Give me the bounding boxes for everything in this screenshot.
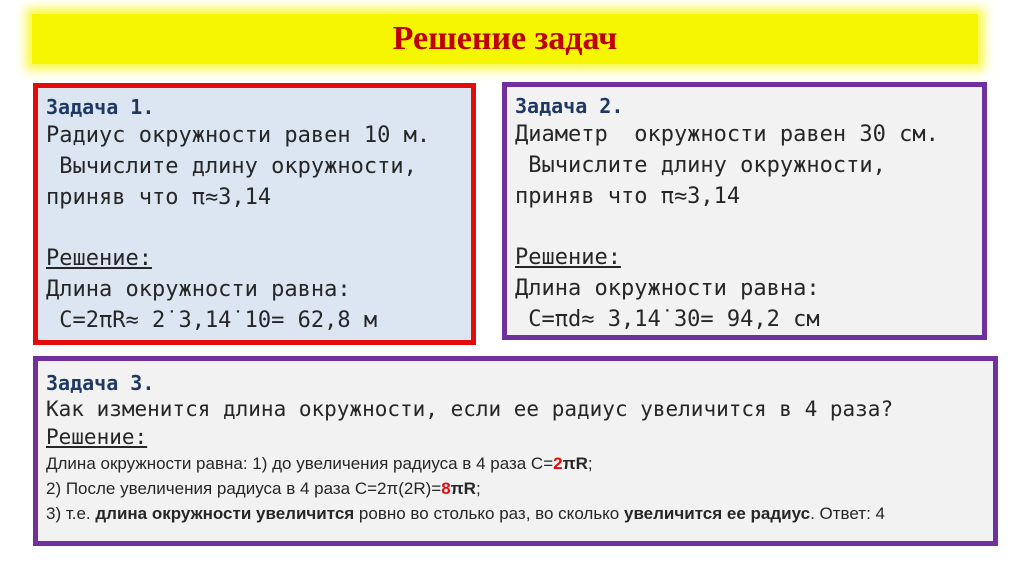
task3-card	[33, 356, 998, 546]
task3-step3-b: длина окружности увеличится	[95, 504, 355, 523]
task3-step3-e: . Ответ: 4	[810, 504, 885, 523]
task2-heading: Задача 2.	[515, 94, 624, 118]
title-banner	[32, 14, 978, 64]
task2-solution-line-1: Длина окружности равна:	[515, 276, 820, 301]
task3-step2-text: 2) После увеличения радиуса в 4 раза С=2π(2R)=	[46, 479, 442, 498]
task2-card	[502, 82, 987, 340]
task2-line-1: Диаметр окружности равен 30 см.	[515, 122, 939, 147]
page-title: Решение задач	[392, 20, 618, 57]
task1-line-1: Радиус окружности равен 10 м.	[46, 123, 431, 148]
task3-heading: Задача 3.	[46, 371, 155, 395]
task1-solution-line-1: Длина окружности равна:	[46, 277, 351, 302]
task3-step1-highlight-rest: πR	[562, 454, 588, 473]
task2-line-3: приняв что π≈3,14	[515, 184, 741, 209]
task1-card	[33, 83, 476, 345]
task1-line-3: приняв что π≈3,14	[46, 185, 272, 210]
task1-solution-label: Решение:	[46, 246, 152, 271]
task3-step2-highlight-num: 8	[441, 479, 451, 498]
task3-step-1	[46, 451, 993, 476]
task1-line-2: Вычислите длину окружности,	[46, 154, 417, 179]
task2-solution-line-2: С=πd≈ 3,14˙30= 94,2 см	[515, 307, 820, 332]
task2-line-2: Вычислите длину окружности,	[515, 153, 886, 178]
task3-step2-end: ;	[475, 479, 481, 498]
task3-step1-highlight-num: 2	[553, 454, 563, 473]
task3-solution-label: Решение:	[46, 425, 148, 449]
task3-step3-a: 3) т.е.	[46, 504, 96, 523]
task3-step-3	[46, 501, 993, 526]
task3-step1-end: ;	[587, 454, 593, 473]
task1-solution-line-2: С=2πR≈ 2˙3,14˙10= 62,8 м	[46, 308, 378, 333]
task3-step3-c: ровно во столько раз, во сколько	[354, 504, 624, 523]
task2-solution-label: Решение:	[515, 245, 621, 270]
task3-step1-text: Длина окружности равна: 1) до увеличения радиуса в 4 раза С=	[46, 454, 554, 473]
task3-step3-d: увеличится ее радиус	[623, 504, 811, 523]
task1-heading: Задача 1.	[46, 95, 155, 119]
task3-step-2	[46, 476, 993, 501]
task3-question: Как изменится длина окружности, если ее радиус увеличится в 4 раза?	[46, 397, 894, 421]
task3-step2-highlight-rest: πR	[450, 479, 476, 498]
